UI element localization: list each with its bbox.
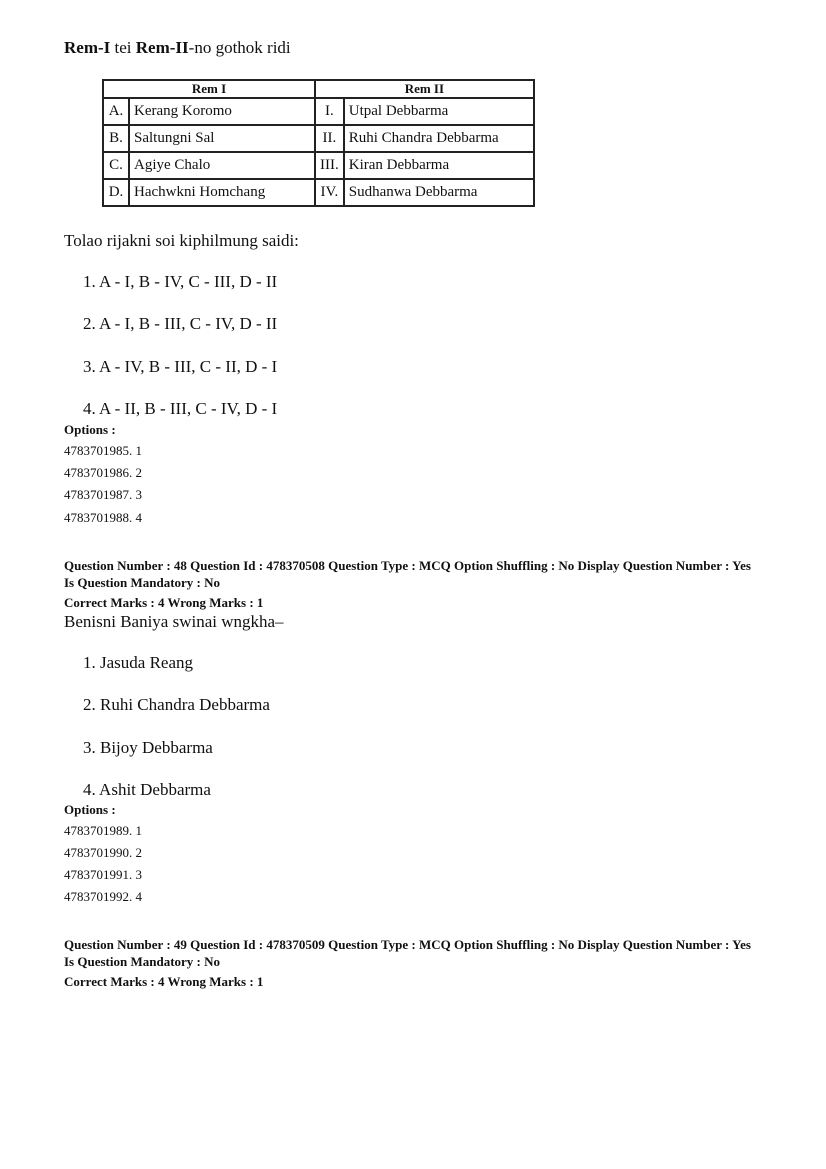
heading-bold-2: Rem-II xyxy=(135,38,189,57)
q49-meta xyxy=(64,936,764,990)
table-row xyxy=(103,125,534,152)
q48-choice-3: 3. Bijoy Debbarma xyxy=(83,738,213,757)
q48-meta xyxy=(64,557,764,611)
match-table-header xyxy=(103,80,534,98)
row-right-text: Utpal Debbarma xyxy=(344,98,534,125)
row-left-label: B. xyxy=(103,125,129,152)
q48-meta-line-1: Question Number : 48 Question Id : 478370508 Question Type : MCQ Option Shuffling : No Display Question Number : Yes Is Question Mandatory : No xyxy=(64,558,751,590)
row-left-text: Agiye Chalo xyxy=(129,152,315,179)
heading-bold-1: Rem-I xyxy=(64,38,111,57)
row-left-text: Saltungni Sal xyxy=(129,125,315,152)
q48-option-id-3: 4783701991. 3 xyxy=(64,867,142,882)
q47-option-id-2: 4783701986. 2 xyxy=(64,465,142,480)
row-right-text: Kiran Debbarma xyxy=(344,152,534,179)
q48-option-id-2: 4783701990. 2 xyxy=(64,845,142,860)
q47-option-id-3: 4783701987. 3 xyxy=(64,487,142,502)
q48-options-label: Options : xyxy=(64,802,116,817)
q48-choice-4: 4. Ashit Debbarma xyxy=(83,780,211,799)
q47-options-label: Options : xyxy=(64,422,116,437)
q48-prompt: Benisni Baniya swinai wngkha– xyxy=(64,612,284,631)
q47-option-id-1: 4783701985. 1 xyxy=(64,443,142,458)
q48-option-id-4: 4783701992. 4 xyxy=(64,889,142,904)
row-left-label: D. xyxy=(103,179,129,206)
row-right-label: IV. xyxy=(315,179,344,206)
q48-choice-2: 2. Ruhi Chandra Debbarma xyxy=(83,695,270,714)
q48-choice-1: 1. Jasuda Reang xyxy=(83,653,194,672)
row-left-label: C. xyxy=(103,152,129,179)
q47-choice-2: 2. A - I, B - III, C - IV, D - II xyxy=(83,314,278,333)
header-rem-1: Rem I xyxy=(103,80,315,98)
row-left-label: A. xyxy=(103,98,129,125)
q47-option-id-4: 4783701988. 4 xyxy=(64,510,142,525)
header-rem-2: Rem II xyxy=(315,80,534,98)
match-table xyxy=(102,79,535,207)
row-right-label: III. xyxy=(315,152,344,179)
row-left-text: Kerang Koromo xyxy=(129,98,315,125)
q48-meta-line-2: Correct Marks : 4 Wrong Marks : 1 xyxy=(64,595,264,610)
q47-choice-4: 4. A - II, B - III, C - IV, D - I xyxy=(83,399,278,418)
row-right-text: Sudhanwa Debbarma xyxy=(344,179,534,206)
table-row xyxy=(103,152,534,179)
q47-choice-3: 3. A - IV, B - III, C - II, D - I xyxy=(83,357,278,376)
row-right-label: II. xyxy=(315,125,344,152)
row-right-text: Ruhi Chandra Debbarma xyxy=(344,125,534,152)
q47-prompt: Tolao rijakni soi kiphilmung saidi: xyxy=(64,231,299,250)
q48-option-id-1: 4783701989. 1 xyxy=(64,823,142,838)
heading-text-1: tei xyxy=(110,38,136,57)
row-left-text: Hachwkni Homchang xyxy=(129,179,315,206)
row-right-label: I. xyxy=(315,98,344,125)
table-row xyxy=(103,179,534,206)
table-row xyxy=(103,98,534,125)
q47-choice-1: 1. A - I, B - IV, C - III, D - II xyxy=(83,272,278,291)
heading-text-2: -no gothok ridi xyxy=(188,38,291,57)
q49-meta-line-1: Question Number : 49 Question Id : 478370509 Question Type : MCQ Option Shuffling : No Display Question Number : Yes Is Question Mandatory : No xyxy=(64,937,751,969)
q47-heading xyxy=(64,38,291,58)
q49-meta-line-2: Correct Marks : 4 Wrong Marks : 1 xyxy=(64,974,264,989)
